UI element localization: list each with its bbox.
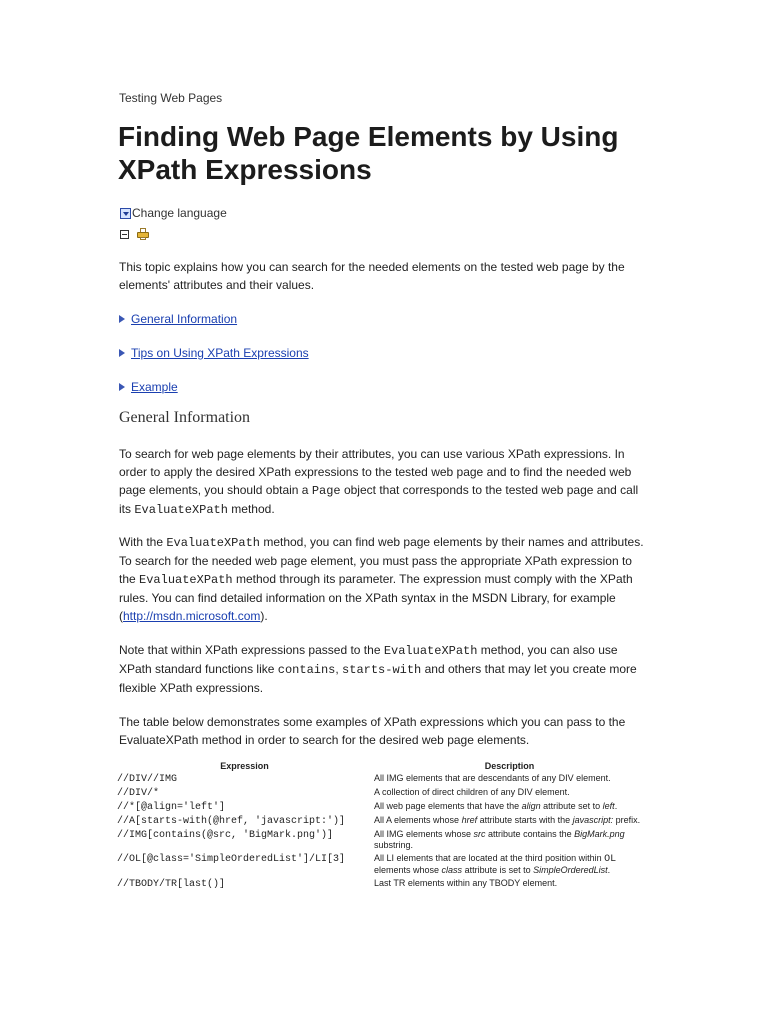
text: To search for web page elements by their attributes, you can use various XPath expressions. In order to apply the desired XPath expressions to the tested web page and to find the needed web page elements, you should obtain a [119,447,632,497]
toolbar [120,228,149,240]
change-language-label[interactable]: Change language [132,206,227,220]
text: ). [260,609,268,623]
paragraph-3 [119,641,649,697]
italic-term: href [461,815,478,825]
text: method, you can also use XPath standard functions like [119,643,618,676]
text: object that corresponds to the tested web page and call its [119,483,639,516]
text: method. [227,502,275,516]
table-header-row [117,761,647,773]
expression-header: Expression [220,761,269,771]
description-cell [372,801,647,815]
table-row [117,815,647,829]
text: prefix. [613,815,641,825]
description-cell [372,773,647,787]
italic-term: BigMark.png [574,829,625,839]
text: method through its parameter. The expression must comply with the XPath rules. You can find detailed information on the XPath syntax in the MSDN Library, for example ( [119,572,633,623]
toc-link[interactable]: Example [131,380,178,394]
description-cell [372,787,647,801]
section-heading: General Information [119,409,251,426]
table-row [117,773,647,787]
italic-term: align [521,801,541,811]
text: substring. [374,840,414,850]
italic-term: src [473,829,486,839]
text: With the [119,535,167,549]
page-title: Finding Web Page Elements by Using XPath Expressions [118,121,619,185]
code-evaluatexpath: EvaluateXPath [139,573,233,587]
bullet-arrow-icon [119,315,125,323]
table-row [117,787,647,801]
xpath-examples-table [117,761,647,892]
table-row [117,853,647,878]
expression-cell: //OL[@class='SimpleOrderedList']/LI[3] [117,854,346,865]
expression-cell: //DIV//IMG [117,774,178,785]
description-cell [372,815,647,829]
italic-term: javascript: [572,815,614,825]
paragraph-1 [119,445,649,519]
toc-link[interactable]: General Information [131,312,238,326]
dropdown-filter-icon[interactable] [120,208,131,219]
expression-cell: //IMG[contains(@src, 'BigMark.png')] [117,830,334,841]
table-row [117,878,647,892]
breadcrumb[interactable]: Testing Web Pages [119,91,223,105]
text: Last TR elements within any TBODY element. [374,878,558,888]
toc-link[interactable]: Tips on Using XPath Expressions [131,346,309,360]
expression-cell: //DIV/* [117,788,160,799]
text: All IMG elements that are descendants of any DIV element. [374,773,611,783]
description-header: Description [484,761,535,771]
code-evaluatexpath: EvaluateXPath [383,644,478,658]
expression-cell: //*[@align='left'] [117,802,226,813]
paragraph-4: The table below demonstrates some examples of XPath expressions which you can pass to the EvaluateXPath method in order to search for the desired web page elements. [119,715,626,747]
toc-item-example[interactable] [119,380,178,394]
change-language-control[interactable] [120,206,227,220]
text: All IMG elements whose [374,829,474,839]
text: elements whose [374,865,442,875]
text: . [607,865,611,875]
bullet-arrow-icon [119,383,125,391]
text: . [614,801,618,811]
text: All A elements whose [374,815,462,825]
toc-item-tips[interactable] [119,346,309,360]
code-evaluatexpath: EvaluateXPath [166,536,260,550]
code-ol: OL [604,854,617,865]
description-cell [372,878,647,892]
code-contains: contains [277,663,336,677]
text: attribute is set to [462,865,534,875]
toc-item-general-information[interactable] [119,312,237,326]
print-icon[interactable] [137,228,149,240]
text: All web page elements that have the [374,801,522,811]
text: and others that may let you create more flexible XPath expressions. [119,662,637,695]
italic-term: class [441,865,463,875]
expression-cell: //A[starts-with(@href, 'javascript:')] [117,816,346,827]
text: method, you can find web page elements by their names and attributes. To search for the needed web page element, you must pass the appropriate XPath expression to the [119,535,644,586]
collapse-all-icon[interactable] [120,230,129,239]
msdn-link[interactable]: http://msdn.microsoft.com [123,609,261,623]
code-starts-with: starts-with [342,663,422,677]
text: attribute starts with the [477,815,573,825]
text: All LI elements that are located at the third position within [374,853,605,863]
text: attribute set to [540,801,603,811]
paragraph-2 [119,533,649,625]
description-cell [372,853,647,878]
text: A collection of direct children of any DIV element. [374,787,570,797]
table-row [117,801,647,815]
italic-term: left [602,801,615,811]
italic-term: SimpleOrderedList [533,865,608,875]
code-page: Page [311,484,341,498]
code-evaluatexpath: EvaluateXPath [134,503,228,517]
text: Note that within XPath expressions passed to the [119,643,384,657]
intro-paragraph: This topic explains how you can search for the needed elements on the tested web page by the elements' attributes and their values. [119,260,625,292]
bullet-arrow-icon [119,349,125,357]
expression-cell: //TBODY/TR[last()] [117,879,226,890]
text: attribute contains the [485,829,575,839]
table-row [117,829,647,853]
text: , [335,662,343,676]
description-cell [372,829,647,853]
